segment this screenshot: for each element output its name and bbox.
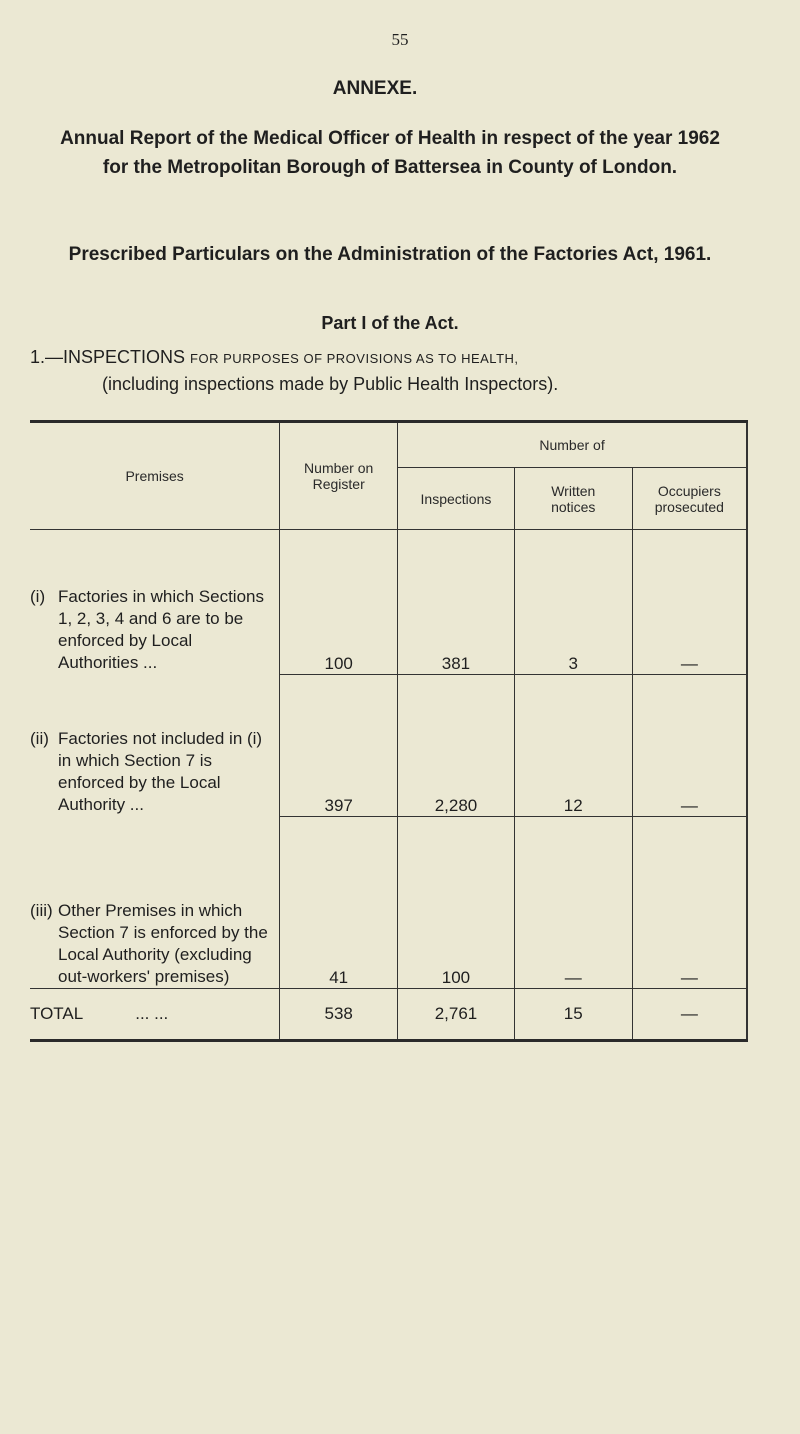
header-number-on-register: Number on Register bbox=[280, 422, 398, 530]
row-premises bbox=[30, 675, 280, 817]
row-notices: 12 bbox=[514, 675, 632, 817]
total-label: TOTAL bbox=[30, 1004, 84, 1023]
row-inspections: 381 bbox=[398, 530, 515, 675]
row-register: 41 bbox=[280, 817, 398, 989]
intro-line-1 bbox=[30, 344, 770, 371]
annexe-title: ANNEXE. bbox=[332, 78, 418, 99]
header-number-of: Number of bbox=[398, 422, 747, 468]
particulars-heading: Prescribed Particulars on the Administration of the Factories Act, 1961. bbox=[68, 244, 712, 265]
total-notices: 15 bbox=[514, 989, 632, 1041]
intro-line-2: (including inspections made by Public Health Inspectors). bbox=[102, 374, 559, 394]
total-register: 538 bbox=[280, 989, 398, 1041]
row-text: Factories in which Sections 1, 2, 3, 4 and 6 are to be enforced by Local Authorities ... bbox=[58, 587, 264, 673]
intro-prefix: 1.—INSPECTIONS bbox=[30, 347, 186, 367]
row-register: 100 bbox=[280, 530, 398, 675]
inspections-table bbox=[30, 420, 748, 1042]
header-written-notices: Written notices bbox=[514, 468, 632, 530]
row-premises bbox=[30, 530, 280, 675]
row-text: Factories not included in (i) in which Section 7 is enforced by the Local Authority ... bbox=[58, 729, 263, 815]
total-prosecuted: — bbox=[632, 989, 747, 1041]
row-inspections: 100 bbox=[398, 817, 515, 989]
table-row bbox=[30, 817, 747, 989]
total-label-cell bbox=[30, 989, 280, 1041]
row-prosecuted: — bbox=[632, 675, 747, 817]
header-premises: Premises bbox=[30, 422, 280, 530]
row-label: (iii) bbox=[30, 900, 53, 920]
header-occupiers-prosecuted: Occupiers prosecuted bbox=[632, 468, 747, 530]
part-heading: Part I of the Act. bbox=[321, 313, 459, 333]
row-notices: 3 bbox=[514, 530, 632, 675]
total-dots: ... ... bbox=[135, 1004, 169, 1023]
header-inspections: Inspections bbox=[398, 468, 515, 530]
row-notices: — bbox=[514, 817, 632, 989]
row-inspections: 2,280 bbox=[398, 675, 515, 817]
row-premises bbox=[30, 817, 280, 989]
row-label: (ii) bbox=[30, 729, 49, 749]
row-text: Other Premises in which Section 7 is enforced by the Local Authority (excluding out-workers' premises) bbox=[58, 900, 268, 986]
section-intro bbox=[30, 344, 770, 398]
row-label: (i) bbox=[30, 587, 46, 607]
total-inspections: 2,761 bbox=[398, 989, 515, 1041]
row-prosecuted: — bbox=[632, 817, 747, 989]
row-prosecuted: — bbox=[632, 530, 747, 675]
table-row bbox=[30, 530, 747, 675]
intro-rest: FOR PURPOSES OF PROVISIONS AS TO HEALTH, bbox=[190, 351, 519, 366]
report-heading: Annual Report of the Medical Officer of Health in respect of the year 1962 for the Metropolitan Borough of Battersea in County of London. bbox=[60, 128, 720, 179]
table-row-total bbox=[30, 989, 747, 1041]
page-number: 55 bbox=[391, 30, 409, 49]
row-register: 397 bbox=[280, 675, 398, 817]
table-row bbox=[30, 675, 747, 817]
